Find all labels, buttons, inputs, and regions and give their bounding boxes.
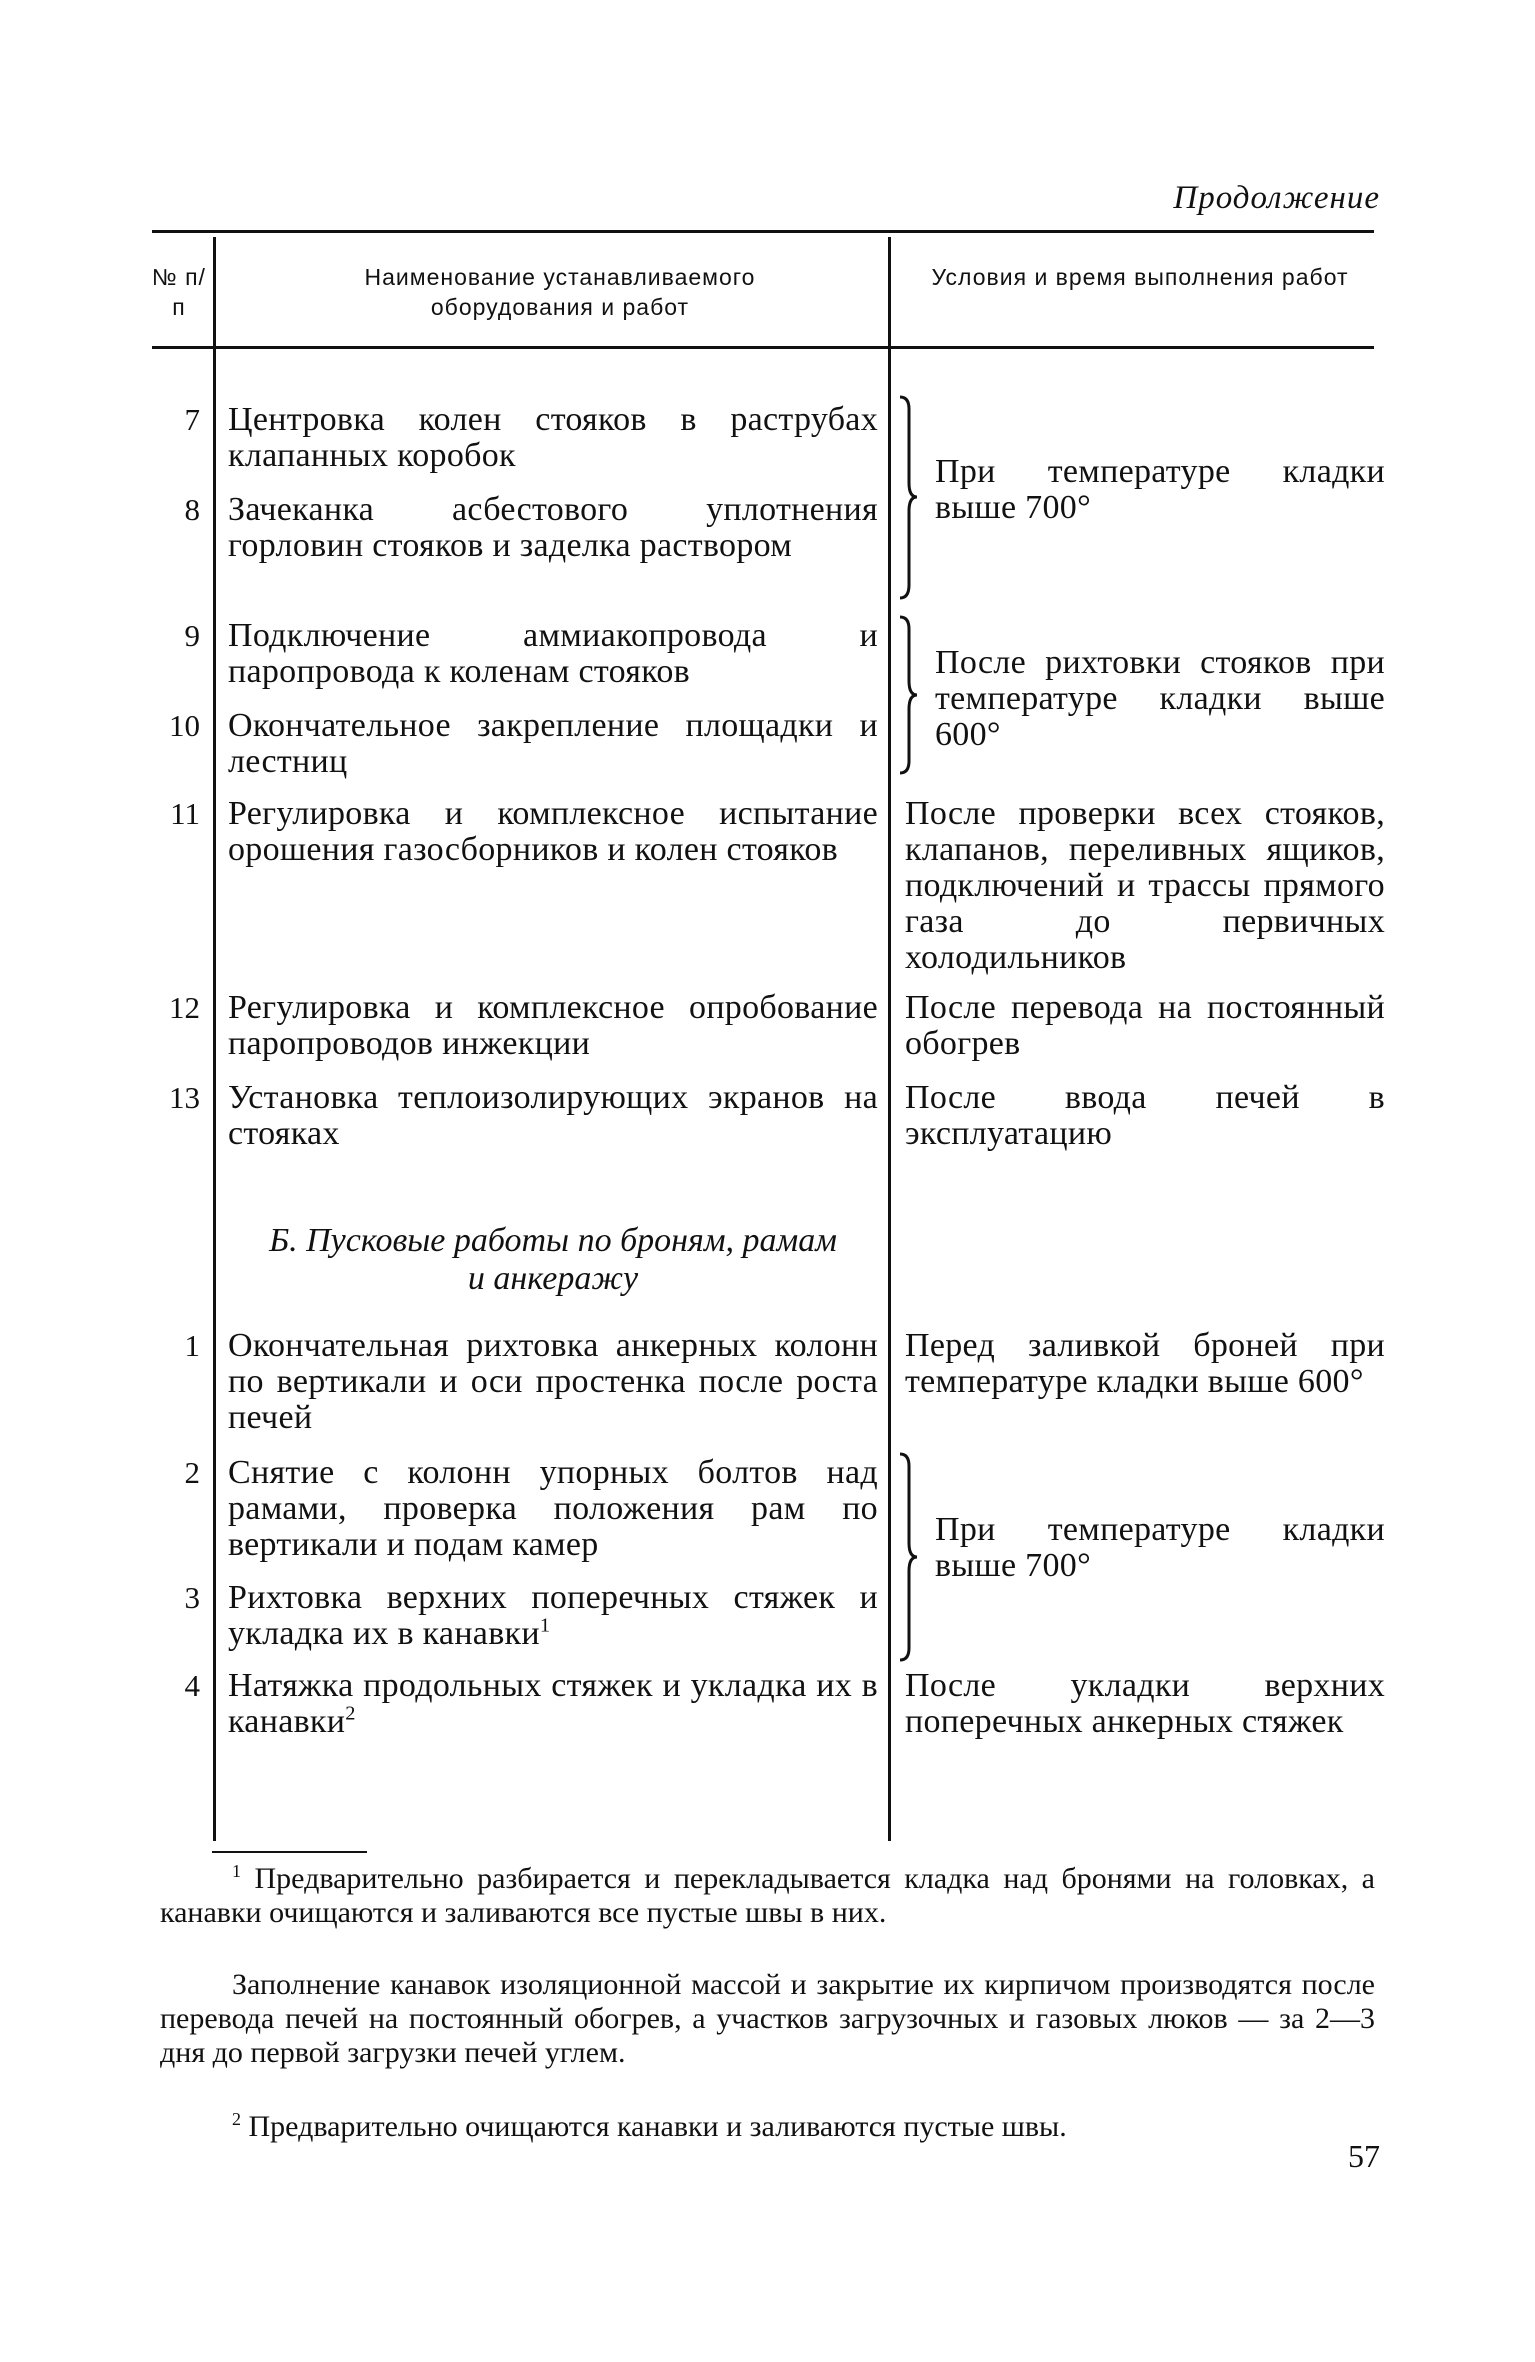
- page-number: 57: [1348, 2138, 1380, 2174]
- table-top-rule: [152, 230, 1374, 233]
- row-condition: После перевода на постоянный обогрев: [905, 989, 1385, 1062]
- footnote-1-text: Предварительно разбирается и перекладывается кладка над бронями на головках, а канавки очищаются и заливаются все пустые швы в них.: [160, 1862, 1375, 1929]
- column-divider-2: [888, 237, 891, 1841]
- row-number: 3: [184, 1580, 200, 1615]
- footnote-2-text: Предварительно очищаются канавки и заливаются пустые швы.: [248, 2110, 1067, 2143]
- row-number: 7: [184, 402, 200, 437]
- condition-rows-9-10: После рихтовки стояков при температуре кладки выше 600°: [935, 644, 1385, 753]
- row-condition: После проверки всех стояков, клапанов, переливных ящиков, подключений и трассы прямого газа до первичных холодильников: [905, 795, 1385, 976]
- continued-label: Продолжение: [1173, 180, 1380, 216]
- row-condition: После укладки верхних поперечных анкерных стяжек: [905, 1667, 1385, 1740]
- row-work-name-text: Рихтовка верхних поперечных стяжек и укладка их в канавки: [228, 1579, 878, 1652]
- footnote-ref-1: 1: [539, 1614, 551, 1637]
- condition-rows-b2-b3: При температуре кладки выше 700°: [935, 1511, 1385, 1584]
- condition-rows-7-8: При температуре кладки выше 700°: [935, 453, 1385, 526]
- row-work-name: Окончательная рихтовка анкерных колонн по вертикали и оси простенка после роста печей: [228, 1327, 878, 1436]
- footnote-1: [160, 1862, 1375, 1930]
- row-number: 4: [184, 1668, 200, 1703]
- row-number: 9: [184, 618, 200, 653]
- header-num: № п/п: [152, 264, 206, 320]
- row-number: 10: [169, 708, 200, 743]
- row-work-name: [228, 1668, 878, 1740]
- header-name: Наименование устанавливаемого оборудования и работ: [364, 264, 756, 320]
- section-b-title: Б. Пусковые работы по броням, рамам и анкеражу: [269, 1222, 837, 1297]
- row-work-name: Снятие с колонн упорных болтов над рамами, проверка положения рам по вертикали и подам камер: [228, 1454, 878, 1563]
- row-work-name: Установка теплоизолирующих экранов на стояках: [228, 1079, 878, 1152]
- row-number: 11: [170, 796, 200, 831]
- row-work-name: Окончательное закрепление площадки и лестниц: [228, 707, 878, 780]
- row-work-name: Регулировка и комплексное опробование паропроводов инжекции: [228, 989, 878, 1062]
- footnote-mark-2: 2: [232, 2109, 241, 2129]
- right-brace-icon: [895, 395, 925, 600]
- row-condition: После ввода печей в эксплуатацию: [905, 1079, 1385, 1152]
- right-brace-icon: [895, 1452, 925, 1662]
- row-number: 2: [184, 1455, 200, 1490]
- row-work-name-text: Натяжка продольных стяжек и укладка их в канавки: [228, 1667, 878, 1740]
- table-header-rule: [152, 346, 1374, 349]
- column-divider-1: [213, 237, 216, 1841]
- row-work-name: [228, 1580, 878, 1652]
- row-number: 8: [184, 492, 200, 527]
- row-work-name: Подключение аммиакопровода и паропровода к коленам стояков: [228, 617, 878, 690]
- footnote-rule: [212, 1851, 367, 1853]
- row-work-name: Зачеканка асбестового уплотнения горловин стояков и заделка раствором: [228, 491, 878, 564]
- footnote-ref-2: 2: [345, 1702, 356, 1725]
- row-number: 12: [169, 990, 200, 1025]
- row-work-name: Регулировка и комплексное испытание орошения газосборников и колен стояков: [228, 795, 878, 868]
- header-conditions: Условия и время выполнения работ: [931, 264, 1349, 290]
- row-number: 1: [184, 1328, 200, 1363]
- footnote-1-paragraph-2: Заполнение канавок изоляционной массой и закрытие их кирпичом производятся после перевода печей на постоянный обогрев, а участков загрузочных и газовых люков — за 2—3 дня до первой загрузки печей углем.: [160, 1968, 1375, 2069]
- footnote-mark-1: 1: [232, 1861, 241, 1881]
- row-condition: Перед заливкой броней при температуре кладки выше 600°: [905, 1327, 1385, 1400]
- row-work-name: Центровка колен стояков в раструбах клапанных коробок: [228, 401, 878, 474]
- row-number: 13: [169, 1080, 200, 1115]
- right-brace-icon: [895, 615, 925, 775]
- footnote-2: [160, 2110, 1375, 2144]
